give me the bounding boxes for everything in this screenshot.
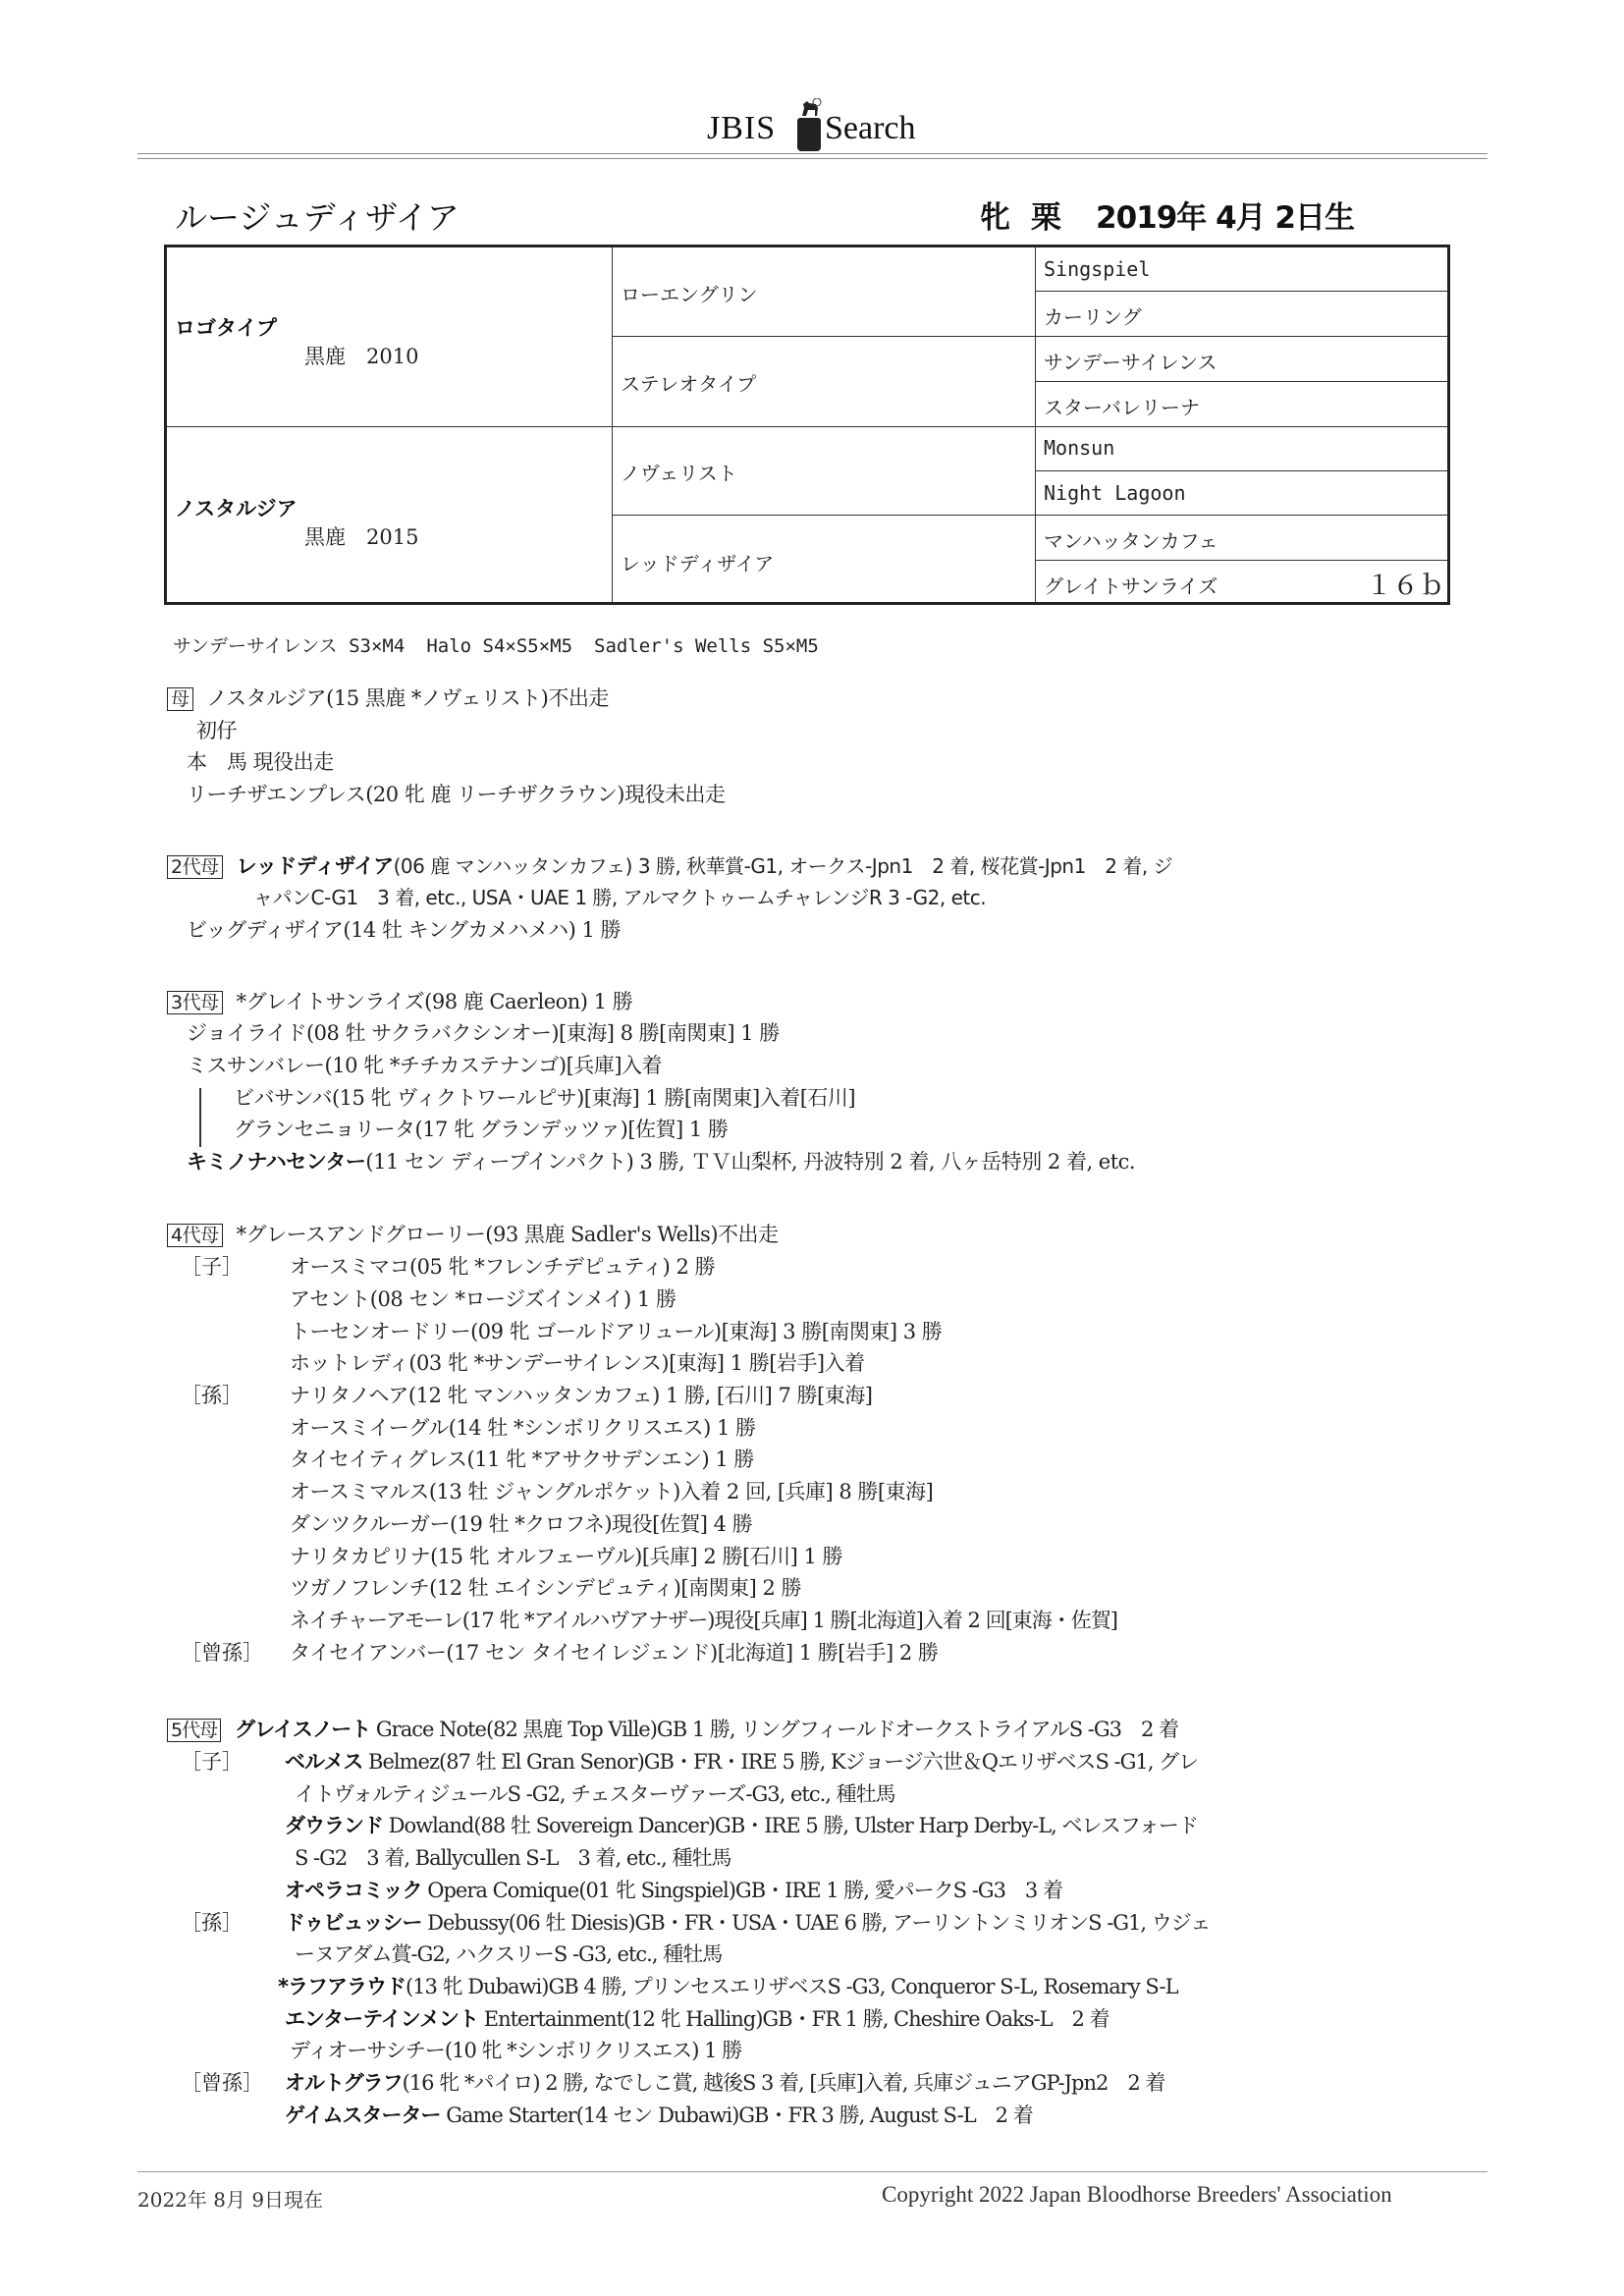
- section-label: 3代母: [167, 991, 223, 1014]
- pedigree-divider: [1035, 291, 1447, 292]
- dam-record: ノスタルジア(15 黒鹿 *ノヴェリスト)不出走: [206, 686, 609, 710]
- pedigree-divider: [1035, 381, 1447, 382]
- produce-record: Opera Comique(01 牝 Singspiel)GB・IRE 1 勝, 愛パークS -G3 3 着: [421, 1878, 1062, 1902]
- pedigree-divider: [1035, 470, 1447, 471]
- database-icon: [797, 118, 821, 151]
- produce-name-bold: ドゥビュッシー: [285, 1910, 422, 1935]
- section-label: 5代母: [167, 1719, 221, 1742]
- produce-line: オースミイーグル(14 牡 *シンボリクリスエス) 1 勝: [290, 1416, 756, 1440]
- pedigree-table: [164, 245, 1450, 605]
- gen3-ancestor: スターバレリーナ: [1044, 396, 1200, 419]
- copyright: Copyright 2022 Japan Bloodhorse Breeders' Association: [882, 2182, 1392, 2207]
- produce-line: ミスサンバレー(10 牝 *チチカステナンゴ)[兵庫]入着: [187, 1054, 663, 1077]
- produce-record: Belmez(87 牡 El Gran Senor)GB・FR・IRE 5 勝, Kジョージ六世＆QエリザベスS -G1, グレ: [362, 1750, 1199, 1774]
- second-dam-record-cont: ャパンC-G1 3 着, etc., USA・UAE 1 勝, アルマクトゥームチャレンジR 3 -G2, etc.: [253, 886, 987, 909]
- gen3-ancestor: サンデーサイレンス: [1044, 351, 1218, 374]
- produce-line: トーセンオードリー(09 牝 ゴールドアリュール)[東海] 3 勝[南関東] 3 勝: [290, 1320, 943, 1343]
- produce-line: ビバサンバ(15 牝 ヴィクトワールピサ)[東海] 1 勝[南関東]入着[石川]: [234, 1086, 856, 1110]
- dam-name: ノスタルジア: [175, 497, 298, 520]
- produce-line: グランセニョリータ(17 牝 グランデッツァ)[佐賀] 1 勝: [234, 1118, 729, 1141]
- pedigree-divider: [1035, 247, 1036, 602]
- produce-name-bold: ベルメス: [285, 1750, 363, 1774]
- inbreeding-item: Sadler's Wells S5×M5: [594, 635, 819, 657]
- produce-line: ネイチャーアモーレ(17 牝 *アイルハヴアナザー)現役[兵庫] 1 勝[北海道]入着 2 回[東海・佐賀]: [290, 1609, 1117, 1632]
- second-dam-title: [167, 850, 1172, 880]
- descendant-bar: [199, 1088, 201, 1147]
- third-dam-title: [167, 986, 632, 1015]
- produce-line: ビッグディザイア(14 牡 キングカメハメハ) 1 勝: [187, 918, 621, 942]
- produce-name-bold: ダウランド: [285, 1814, 383, 1838]
- logo-text-search: Search: [825, 110, 916, 146]
- produce-line: [285, 1746, 1198, 1776]
- horse-birthdate: 2019年 4月 2日生: [1096, 200, 1355, 236]
- produce-record: (16 牝 *パイロ) 2 勝, なでしこ賞, 越後S 3 着, [兵庫]入着, 兵庫ジュニアGP-Jpn2 2 着: [402, 2071, 1165, 2095]
- horse-sex: 牝: [980, 200, 1009, 236]
- horse-profile: [980, 192, 1354, 237]
- generation-tag: ［子］: [181, 1750, 243, 1774]
- section-label: 4代母: [167, 1224, 223, 1247]
- gen3-ancestor: Night Lagoon: [1044, 481, 1186, 505]
- produce-line: 本 馬 現役出走: [187, 750, 334, 774]
- produce-line: オースミマコ(05 牝 *フレンチデピュティ) 2 勝: [290, 1255, 716, 1279]
- report-date: 2022年 8月 9日現在: [137, 2188, 324, 2212]
- logo-text-jbis: JBIS: [707, 110, 777, 146]
- horse-name: ルージュディザイア: [175, 198, 460, 237]
- produce-record-cont: S -G2 3 着, Ballycullen S-L 3 着, etc., 種牡馬: [295, 1846, 731, 1871]
- produce-name-bold: キミノナハセンター: [187, 1150, 366, 1174]
- produce-record: Entertainment(12 牝 Halling)GB・FR 1 勝, Cheshire Oaks-L 2 着: [478, 2006, 1110, 2031]
- produce-name-bold: オルトグラフ: [285, 2071, 403, 2095]
- produce-line: [285, 1907, 1210, 1937]
- produce-record: Game Starter(14 セン Dubawi)GB・FR 3 勝, August S-L 2 着: [440, 2103, 1033, 2127]
- inbreeding-item: Halo S4×S5×M5: [426, 635, 573, 657]
- gen3-ancestor: グレイトサンライズ: [1044, 574, 1218, 598]
- jbis-search-logo: [707, 94, 943, 153]
- fourth-dam-title: [167, 1219, 779, 1248]
- pedigree-divider: [612, 247, 613, 602]
- dam-info: 黒鹿 2015: [304, 525, 419, 549]
- header-rule-top: [137, 153, 1488, 154]
- produce-line: [285, 2100, 1033, 2129]
- dam-sire: ノヴェリスト: [621, 462, 737, 485]
- produce-name-bold: エンターテインメント: [285, 2006, 479, 2031]
- pedigree-divider: [612, 515, 1447, 516]
- produce-line: ホットレディ(03 牝 *サンデーサイレンス)[東海] 1 勝[岩手]入着: [290, 1351, 865, 1375]
- produce-record-cont: ーヌアダム賞-G2, ハクスリーS -G3, etc., 種牡馬: [295, 1942, 723, 1967]
- produce-line: ツガノフレンチ(12 牡 エイシンデピュティ)[南関東] 2 勝: [290, 1576, 801, 1600]
- generation-tag: ［子］: [181, 1255, 243, 1279]
- header-rule-bottom: [137, 158, 1488, 159]
- produce-line: リーチザエンプレス(20 牝 鹿 リーチザクラウン)現役未出走: [187, 783, 726, 806]
- produce-line: ダンツクルーガー(19 牡 *クロフネ)現役[佐賀] 4 勝: [290, 1512, 753, 1536]
- produce-line: アセント(08 セン *ロージズインメイ) 1 勝: [290, 1287, 677, 1311]
- inbreeding-line: [173, 631, 840, 658]
- fourth-dam-record: *グレースアンドグローリー(93 黒鹿 Sadler's Wells)不出走: [236, 1223, 779, 1246]
- produce-name-bold: ゲイムスターター: [285, 2103, 441, 2127]
- produce-record: Dowland(88 牡 Sovereign Dancer)GB・IRE 5 勝, Ulster Harp Derby-L, ベレスフォード: [383, 1814, 1198, 1838]
- fifth-dam-title: [167, 1714, 1178, 1743]
- gen3-ancestor: Monsun: [1044, 436, 1115, 460]
- fifth-dam-record: Grace Note(82 黒鹿 Top Ville)GB 1 勝, リングフィールドオークストライアルS -G3 2 着: [370, 1718, 1179, 1741]
- produce-line: [187, 1146, 1135, 1175]
- footer-rule: [137, 2171, 1488, 2172]
- produce-record: (13 牝 Dubawi)GB 4 勝, プリンセスエリザベスS -G3, Conqueror S-L, Rosemary S-L: [405, 1974, 1178, 1998]
- family-number: １６ｂ: [1366, 571, 1445, 601]
- produce-record-cont: イトヴォルティジュールS -G2, チェスターヴァーズ-G3, etc., 種牡馬: [295, 1781, 895, 1806]
- sire-info: 黒鹿 2010: [304, 345, 419, 368]
- produce-record: (11 セン ディープインパクト) 3 勝, ＴＶ山梨杯, 丹波特別 2 着, 八ヶ岳特別 2 着, etc.: [365, 1150, 1136, 1174]
- produce-line: [278, 1971, 1178, 2000]
- second-dam-name: レッドディザイア: [236, 854, 394, 878]
- horse-color: 栗: [1031, 200, 1060, 236]
- gen3-ancestor: マンハッタンカフェ: [1044, 529, 1218, 553]
- generation-tag: ［曾孫］: [181, 1641, 263, 1665]
- produce-line: ナリタカピリナ(15 牝 オルフェーヴル)[兵庫] 2 勝[石川] 1 勝: [290, 1545, 843, 1568]
- section-label: 2代母: [167, 855, 223, 879]
- produce-line: タイセイアンバー(17 セン タイセイレジェンド)[北海道] 1 勝[岩手] 2 勝: [290, 1641, 939, 1665]
- inbreeding-item: サンデーサイレンス S3×M4: [173, 635, 406, 657]
- fifth-dam-name: グレイスノート: [235, 1718, 371, 1741]
- produce-line: オースミマルス(13 牡 ジャングルポケット)入着 2 回, [兵庫] 8 勝[東海]: [290, 1480, 934, 1503]
- pedigree-divider: [1035, 560, 1447, 561]
- sire-sire: ローエングリン: [621, 283, 758, 306]
- produce-line: [285, 1875, 1062, 1904]
- generation-tag: ［曾孫］: [181, 2071, 263, 2095]
- section-label: 母: [167, 687, 193, 711]
- gen3-ancestor: Singspiel: [1044, 257, 1151, 281]
- produce-line: [285, 1810, 1198, 1839]
- generation-tag: ［孫］: [181, 1910, 243, 1935]
- produce-line: タイセイティグレス(11 牝 *アサクサデンエン) 1 勝: [290, 1448, 754, 1471]
- produce-name-bold: *ラフアラウド: [278, 1974, 406, 1998]
- produce-line: [285, 2003, 1110, 2033]
- second-dam-record: (06 鹿 マンハッタンカフェ) 3 勝, 秋華賞-G1, オークス-Jpn1 2 着, 桜花賞-Jpn1 2 着, ジ: [393, 854, 1173, 878]
- produce-name-bold: オペラコミック: [285, 1878, 422, 1902]
- pedigree-divider: [612, 336, 1447, 337]
- horse-icon: [800, 98, 822, 118]
- produce-line: ナリタノヘア(12 牝 マンハッタンカフェ) 1 勝, [石川] 7 勝[東海]: [290, 1384, 873, 1407]
- dam-dam: レッドディザイア: [621, 552, 775, 575]
- third-dam-record: *グレイトサンライズ(98 鹿 Caerleon) 1 勝: [236, 990, 633, 1013]
- generation-tag: ［孫］: [181, 1384, 243, 1407]
- produce-line: [285, 2067, 1164, 2097]
- produce-line: 初仔: [196, 719, 237, 742]
- sire-dam: ステレオタイプ: [621, 372, 757, 396]
- gen3-ancestor: カーリング: [1044, 305, 1142, 329]
- produce-record: ディオーサシチー(10 牝 *シンボリクリスエス) 1 勝: [290, 2039, 742, 2063]
- dam-section-title: [167, 683, 609, 712]
- sire-name: ロゴタイプ: [175, 316, 277, 340]
- produce-record: Debussy(06 牡 Diesis)GB・FR・USA・UAE 6 勝, アーリントンミリオンS -G1, ウジェ: [421, 1910, 1211, 1935]
- pedigree-divider: [167, 426, 1447, 427]
- produce-line: ジョイライド(08 牡 サクラバクシンオー)[東海] 8 勝[南関東] 1 勝: [187, 1021, 780, 1045]
- produce-line: [290, 2035, 741, 2064]
